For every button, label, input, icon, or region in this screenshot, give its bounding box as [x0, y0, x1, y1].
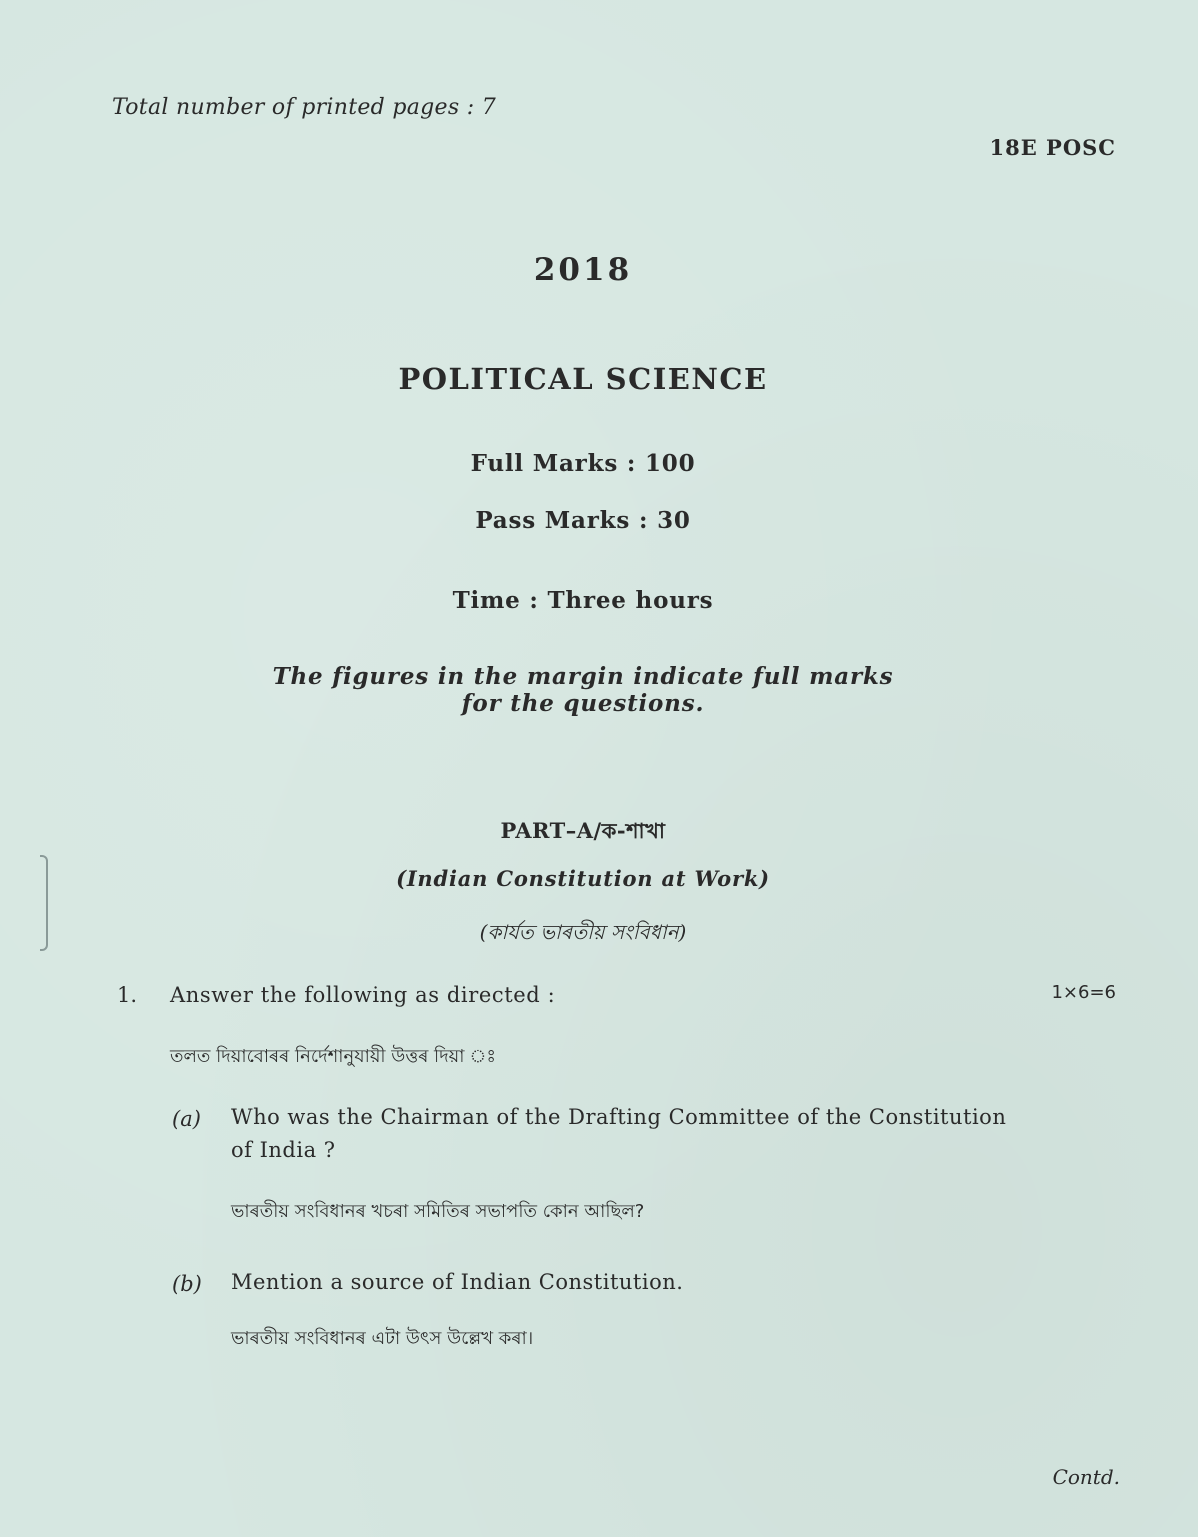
question-number: 1.: [117, 983, 138, 1007]
question-text-assamese: তলত দিয়াবোৰৰ নিৰ্দেশানুযায়ী উত্তৰ দিয়া ঃ: [170, 1046, 496, 1067]
part-subtitle-assamese: (কাৰ্যত ভাৰতীয় সংবিধান): [479, 920, 687, 944]
subquestion-a-text: [231, 1101, 1121, 1167]
marks-instructions: [0, 663, 1182, 717]
subquestion-a-line-2: of India ?: [231, 1138, 336, 1162]
part-subtitle: (Indian Constitution at Work): [396, 866, 770, 891]
subquestion-b-text: Mention a source of Indian Constitution.: [231, 1270, 684, 1294]
full-marks: Full Marks : 100: [470, 450, 696, 477]
subquestion-a-assamese: ভাৰতীয় সংবিধানৰ খচৰা সমিতিৰ সভাপতি কোন আছিল?: [231, 1201, 645, 1222]
paper-code: 18E POSC: [989, 135, 1116, 160]
pass-marks: Pass Marks : 30: [475, 507, 691, 534]
part-heading: PART–A/ক-শাখা: [500, 818, 666, 843]
question-marks: 1×6=6: [1051, 982, 1116, 1003]
subquestion-a-line-1: Who was the Chairman of the Drafting Committee of the Constitution: [231, 1105, 1007, 1129]
continued-note: Contd.: [1052, 1465, 1120, 1489]
subject-title: POLITICAL SCIENCE: [398, 362, 768, 396]
instructions-line-1: The figures in the margin indicate full marks: [272, 663, 894, 690]
exam-year: 2018: [533, 252, 633, 288]
question-text: Answer the following as directed :: [170, 983, 556, 1007]
subquestion-a-label: (a): [172, 1107, 201, 1131]
exam-time: Time : Three hours: [452, 587, 714, 614]
instructions-line-2: for the questions.: [461, 690, 705, 717]
printed-pages-note: Total number of printed pages : 7: [112, 95, 497, 120]
subquestion-b-label: (b): [172, 1272, 202, 1296]
subquestion-b-assamese: ভাৰতীয় সংবিধানৰ এটা উৎস উল্লেখ কৰা।: [231, 1328, 534, 1349]
